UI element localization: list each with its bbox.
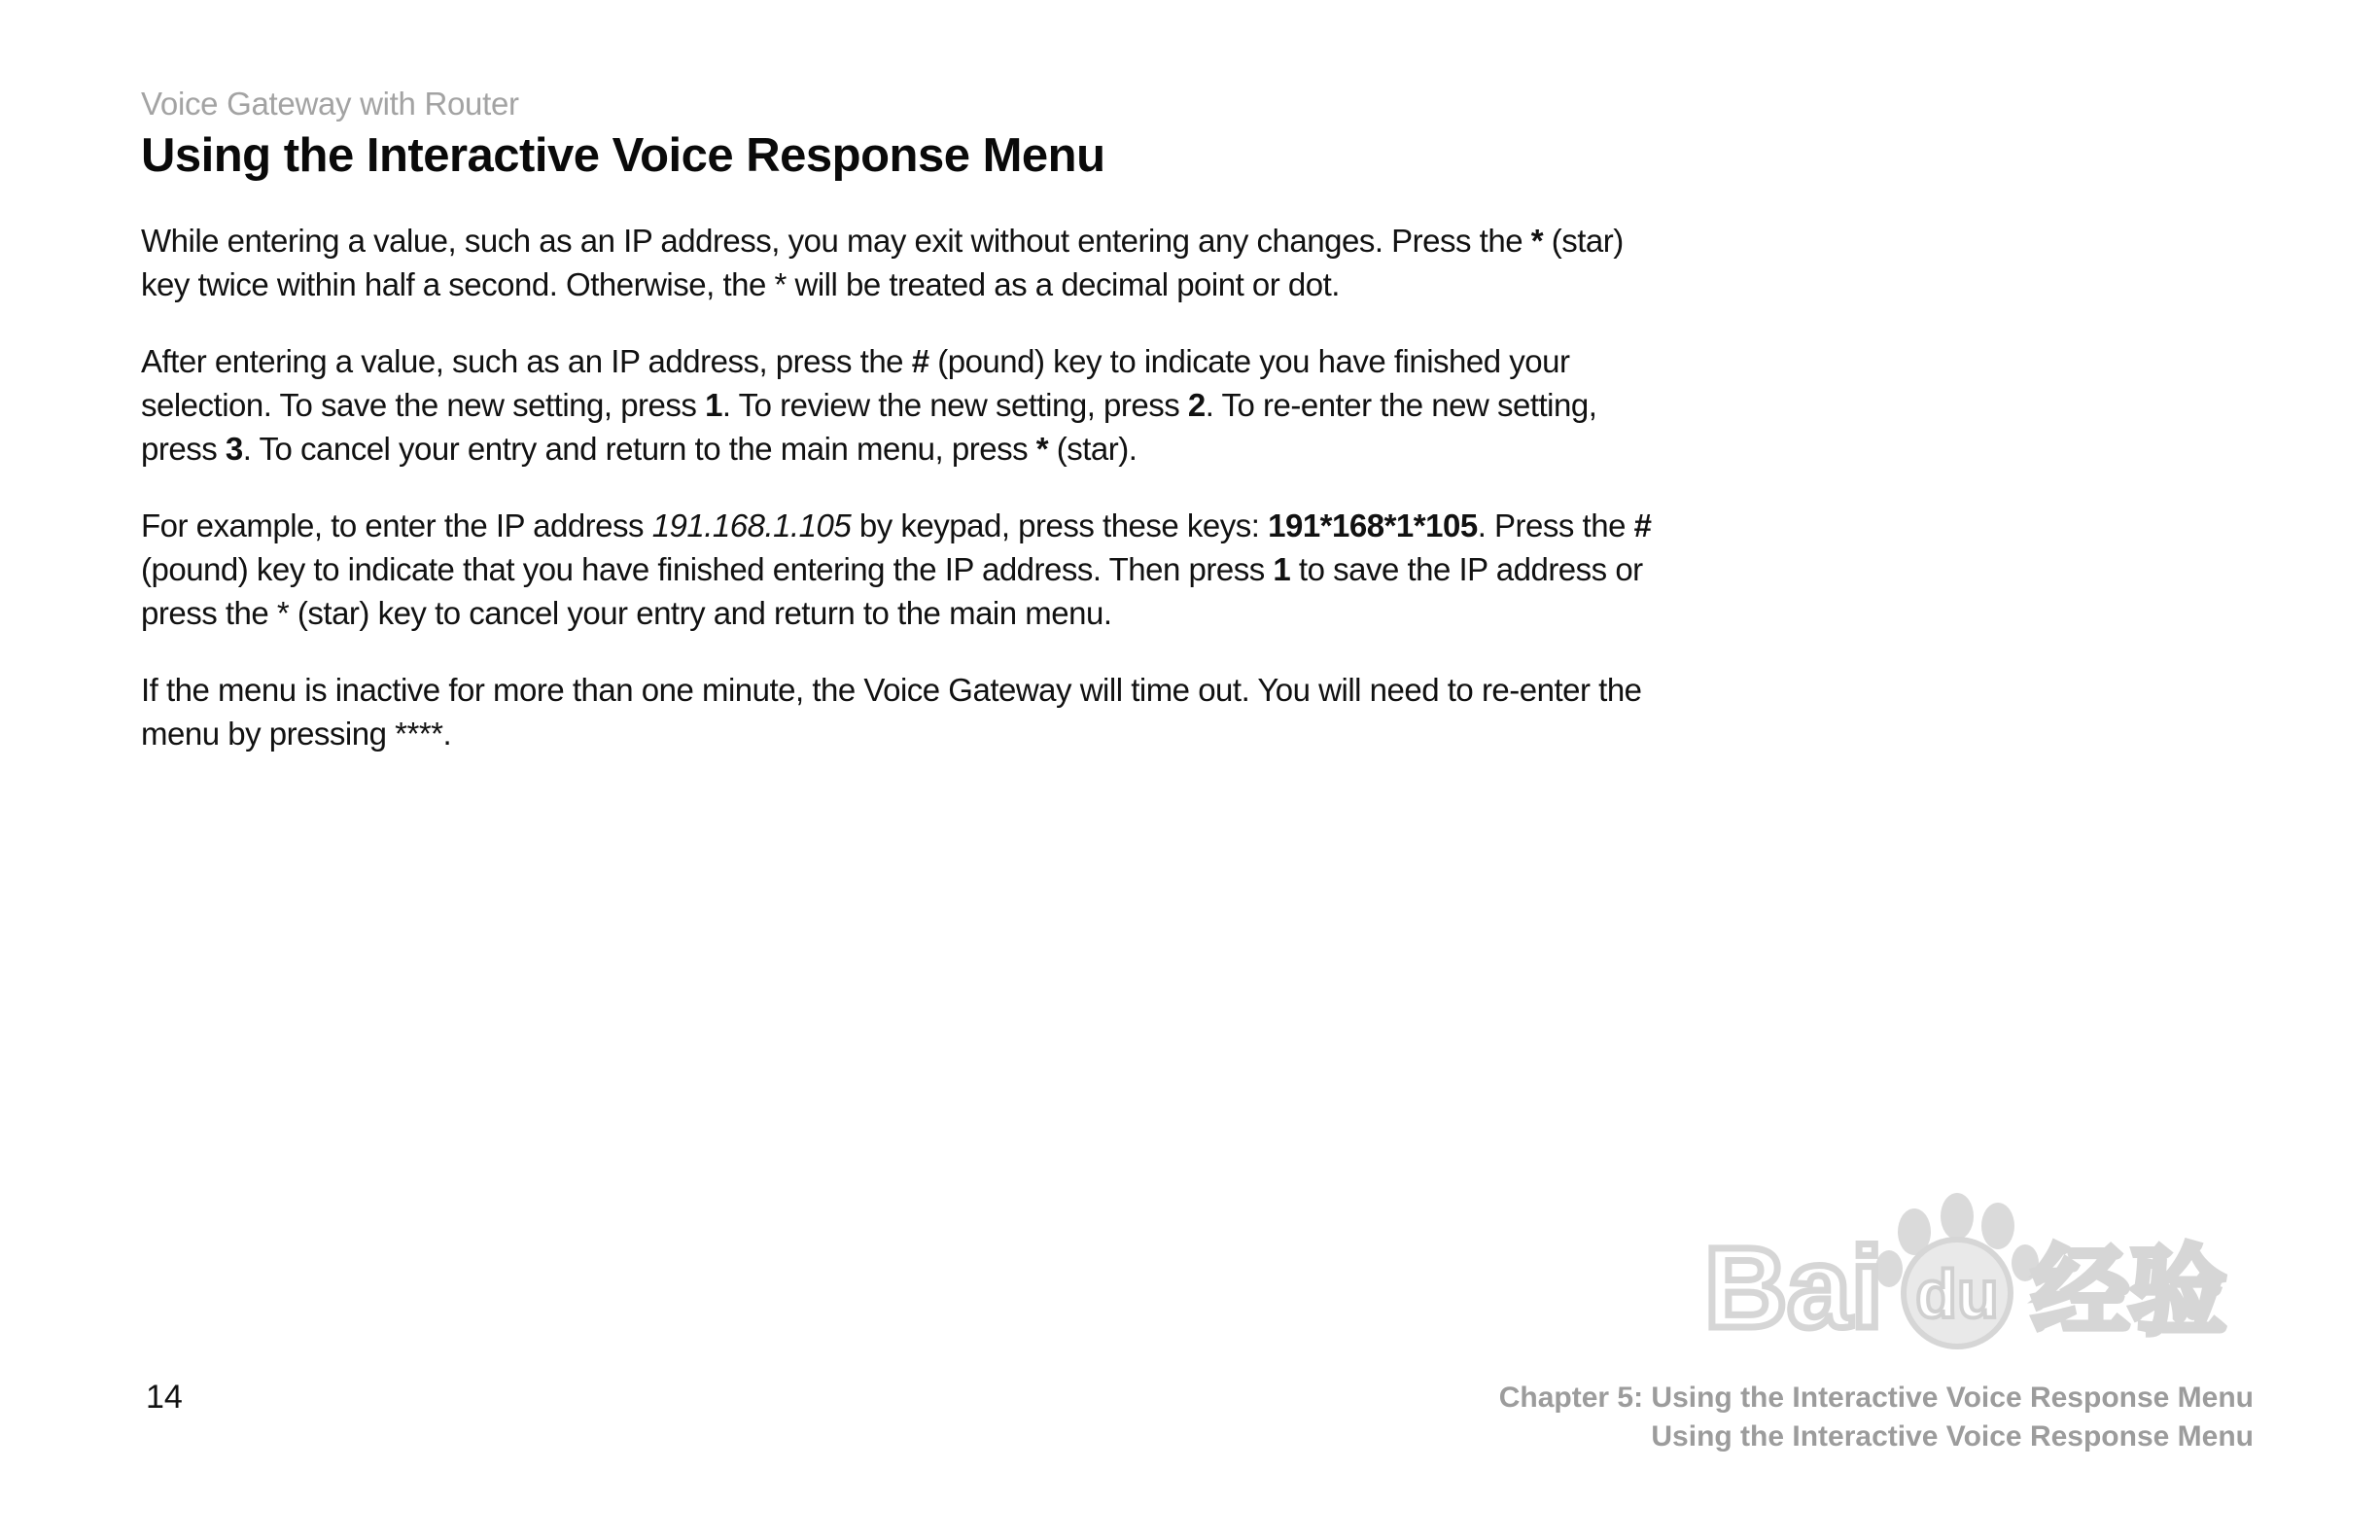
text-run: . To review the new setting, press [721,387,1188,423]
key-2-label: 2 [1187,387,1206,423]
star-key-label: * [1530,223,1544,259]
pound-key-label: # [911,343,929,379]
text-run: While entering a value, such as an IP address, you may exit without entering any changes. Press the [141,223,1531,259]
watermark-cjk: 经验 [2032,1235,2226,1348]
text-run: . To cancel your entry and return to the main menu, press [242,431,1036,467]
pound-key-label: # [1633,508,1652,543]
document-header-product: Voice Gateway with Router [141,86,519,122]
footer-section: Using the Interactive Voice Response Menu [1651,1420,2254,1452]
text-run: . To re-enter the new setting, press [141,387,1597,467]
paragraph-timeout [141,668,1667,755]
text-run: If the menu is inactive for more than one minute, the Voice Gateway will time out. You will need to re-enter the menu by pressing ****. [141,672,1642,752]
text-run: For example, to enter the IP address [141,508,652,543]
paragraph-example [141,504,1667,635]
text-run: After entering a value, such as an IP address, press the [141,343,912,379]
baidu-jingyan-watermark [1697,1181,2260,1381]
paragraph-confirm-entry [141,339,1667,471]
text-run: (pound) key to indicate that you have finished entering the IP address. Then press [141,551,1274,587]
watermark-circle-text: du [1915,1256,1999,1332]
star-key-label: * [1035,431,1049,467]
page-title: Using the Interactive Voice Response Menu [141,129,1105,182]
footer-chapter-info [1499,1379,2254,1456]
key-1-label: 1 [1273,551,1291,587]
paragraph-exit-entry [141,219,1667,306]
text-run: (star) key twice within half a second. Otherwise, the * will be treated as a decimal point or dot. [141,223,1624,302]
example-ip-address: 191.168.1.105 [651,508,852,543]
text-run: (star). [1048,431,1138,467]
text-run: . Press the [1477,508,1634,543]
text-run: by keypad, press these keys: [851,508,1269,543]
footer-chapter: Chapter 5: Using the Interactive Voice Response Menu [1498,1382,2254,1414]
text-run: to save the IP address or press the * (star) key to cancel your entry and return to the main menu. [141,551,1643,631]
text-run: (pound) key to indicate you have finished your selection. To save the new setting, press [141,343,1570,423]
body-text [141,219,1667,788]
keypad-sequence: 191*168*1*105 [1268,508,1478,543]
watermark-latin: Bai [1704,1224,1883,1352]
page-number: 14 [146,1379,183,1416]
key-3-label: 3 [225,431,243,467]
key-1-label: 1 [705,387,722,423]
